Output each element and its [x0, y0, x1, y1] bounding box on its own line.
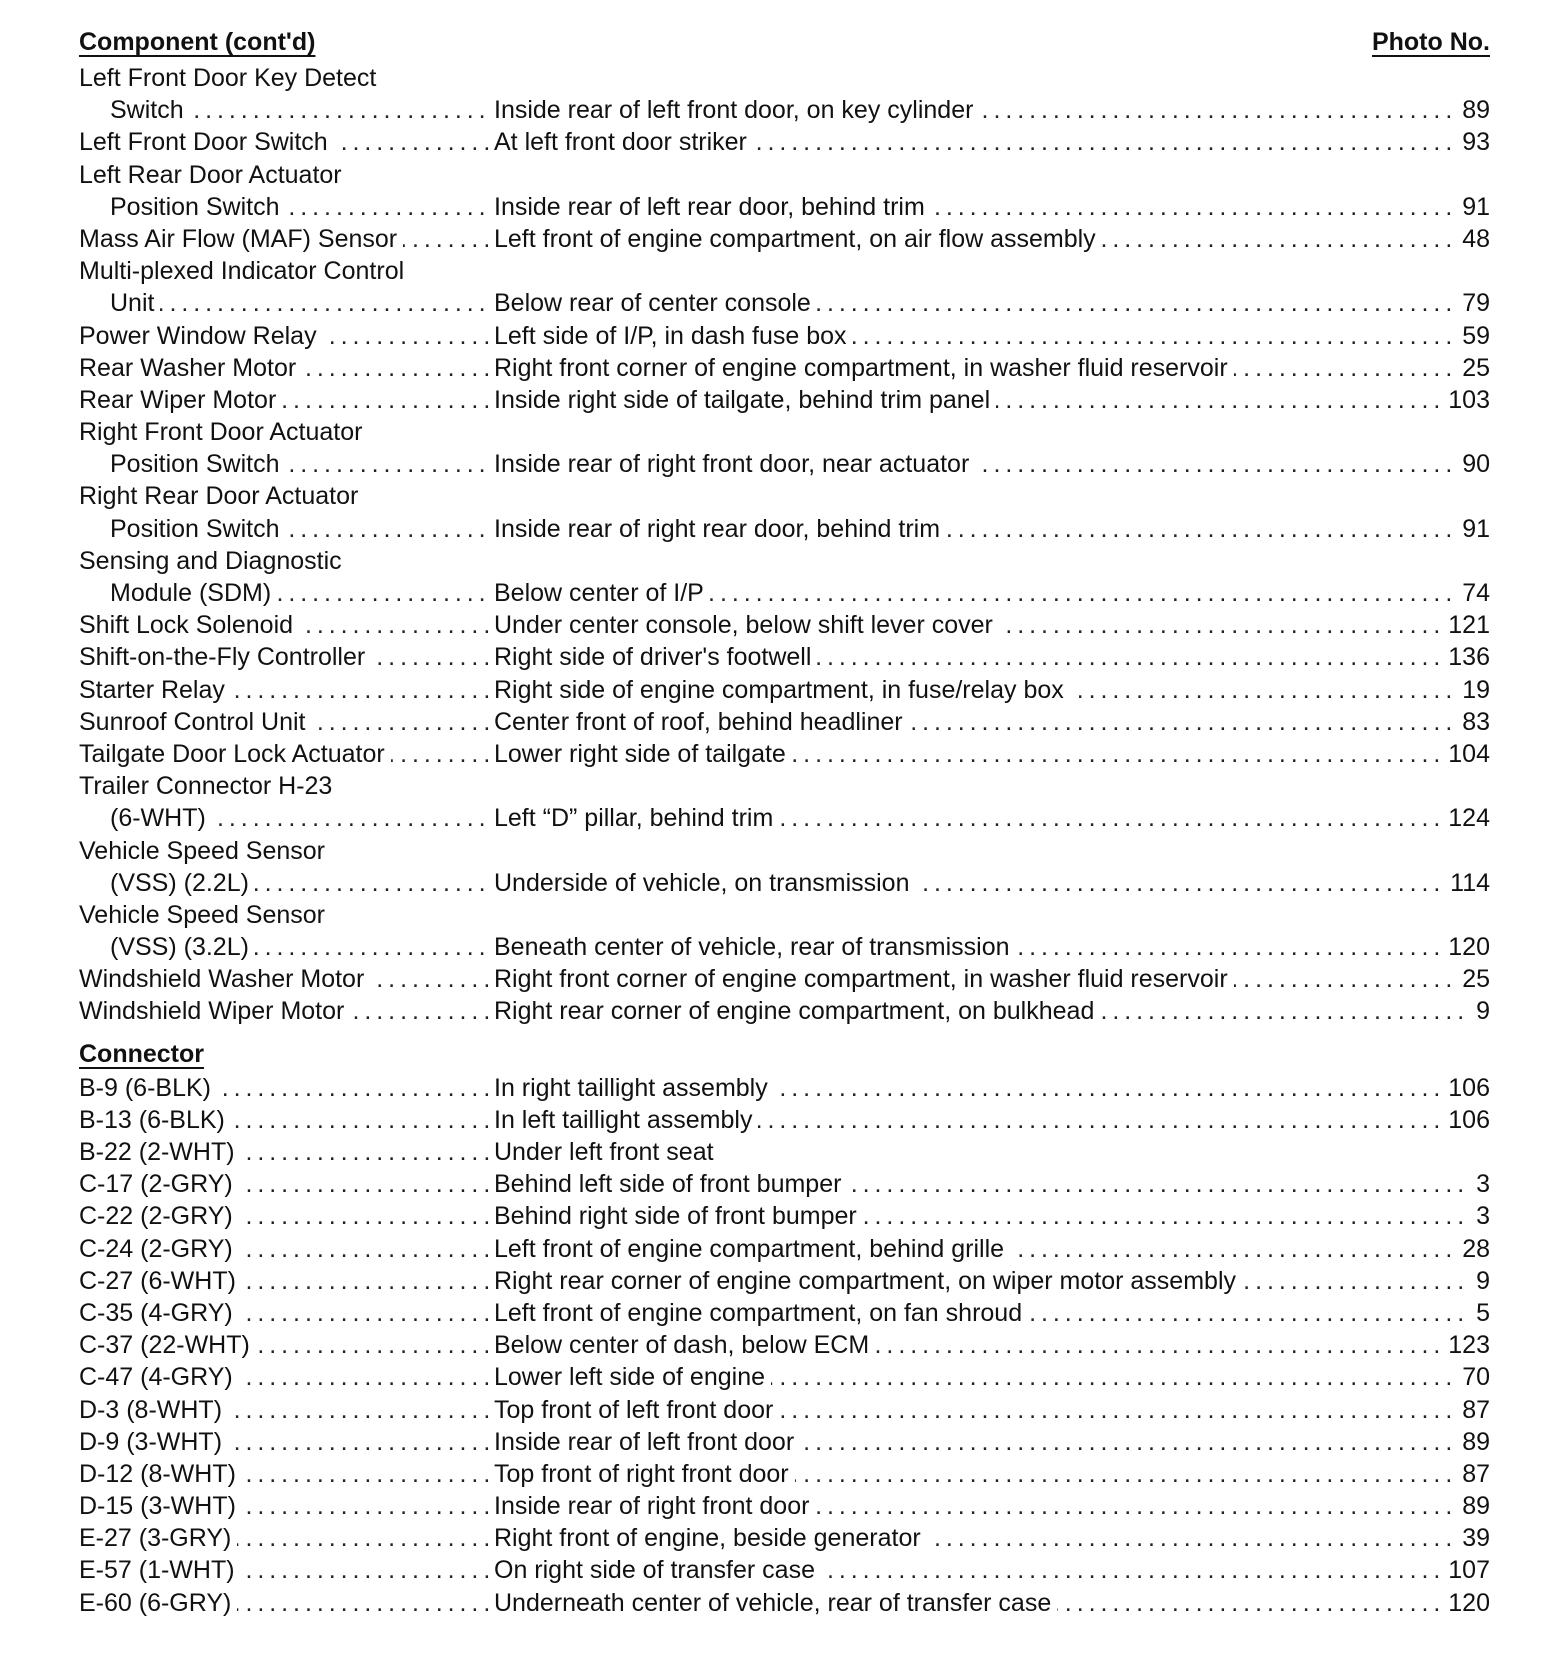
- component-heading: Component (cont'd): [79, 28, 316, 56]
- list-item: [79, 448, 1490, 480]
- photo-number: 39: [1456, 1522, 1490, 1554]
- item-location-cell: [494, 448, 1490, 480]
- item-name-cell: [79, 1426, 489, 1458]
- item-location: Under left front seat: [494, 1138, 720, 1166]
- item-location: Right rear corner of engine compartment, on bulkhead: [494, 997, 1100, 1025]
- item-location: Underside of vehicle, on transmission: [494, 869, 915, 897]
- photo-number: 5: [1470, 1297, 1490, 1329]
- list-item-first-line: [79, 159, 1490, 191]
- list-item: [79, 223, 1490, 255]
- item-location-cell: [494, 1587, 1490, 1619]
- item-location-cell: [494, 706, 1490, 738]
- item-name: D-9 (3-WHT): [79, 1428, 228, 1456]
- photo-number: 87: [1456, 1458, 1490, 1490]
- item-name: C-35 (4-GRY): [79, 1299, 239, 1327]
- photo-number: 59: [1456, 320, 1490, 352]
- item-name: E-60 (6-GRY): [79, 1589, 237, 1617]
- item-name-cell: [79, 1072, 489, 1104]
- list-item-first-line: [79, 416, 1490, 448]
- list-item: [79, 1587, 1490, 1619]
- item-location-cell: [494, 577, 1490, 609]
- list-item: [79, 1200, 1490, 1232]
- item-location-cell: [494, 674, 1490, 706]
- list-item: [79, 1136, 1490, 1168]
- list-item: [79, 674, 1490, 706]
- item-location: Under center console, below shift lever cover: [494, 611, 999, 639]
- connector-section-header: [79, 1028, 1490, 1072]
- item-location: Inside rear of right front door, near actuator: [494, 450, 975, 478]
- photo-number: 9: [1470, 1265, 1490, 1297]
- item-name: Mass Air Flow (MAF) Sensor: [79, 225, 403, 253]
- photo-number: 48: [1456, 223, 1490, 255]
- item-name: Shift-on-the-Fly Controller: [79, 643, 371, 671]
- list-item: [79, 1394, 1490, 1426]
- photo-number: 90: [1456, 448, 1490, 480]
- item-location-cell: [494, 1265, 1490, 1297]
- item-name-cell: [79, 320, 489, 352]
- item-location-cell: [494, 931, 1490, 963]
- item-location-cell: [494, 223, 1490, 255]
- item-location: In right taillight assembly: [494, 1074, 774, 1102]
- item-location: Left front of engine compartment, behind grille: [494, 1235, 1010, 1263]
- item-location: Right front corner of engine compartment, in washer fluid reservoir: [494, 354, 1234, 382]
- photo-number: 79: [1456, 287, 1490, 319]
- item-location: Right side of driver's footwell: [494, 643, 817, 671]
- item-location: Inside rear of right rear door, behind trim: [494, 515, 946, 543]
- item-location: Center front of roof, behind headliner: [494, 708, 909, 736]
- item-location-cell: [494, 1072, 1490, 1104]
- list-item: [79, 1297, 1490, 1329]
- item-name: Switch: [110, 96, 190, 124]
- list-item: [79, 320, 1490, 352]
- list-item: [79, 802, 1490, 834]
- photo-number: 89: [1456, 1490, 1490, 1522]
- item-location: Below rear of center console: [494, 289, 817, 317]
- photo-number: 74: [1456, 577, 1490, 609]
- item-location: In left taillight assembly: [494, 1106, 758, 1134]
- list-item: [79, 738, 1490, 770]
- item-location-cell: [494, 352, 1490, 384]
- item-location: Inside rear of left rear door, behind trim: [494, 193, 931, 221]
- list-item: [79, 191, 1490, 223]
- item-location: Below center of dash, below ECM: [494, 1331, 875, 1359]
- item-name: C-17 (2-GRY): [79, 1170, 239, 1198]
- item-name-cell: [79, 706, 489, 738]
- list-item: [79, 1072, 1490, 1104]
- item-location: Left side of I/P, in dash fuse box: [494, 322, 853, 350]
- item-location-cell: [494, 1522, 1490, 1554]
- item-location-cell: [494, 802, 1490, 834]
- component-name-line1: Vehicle Speed Sensor: [79, 836, 326, 865]
- item-name-cell: [79, 1136, 489, 1168]
- list-item: [79, 1104, 1490, 1136]
- item-location: Lower right side of tailgate: [494, 740, 792, 768]
- item-name-cell: [79, 1265, 489, 1297]
- item-name-cell: [79, 1361, 489, 1393]
- item-name-cell: [79, 995, 489, 1027]
- list-item-first-line: [79, 899, 1490, 931]
- list-item: [79, 94, 1490, 126]
- item-name-cell: [79, 1297, 489, 1329]
- item-location: Right rear corner of engine compartment, on wiper motor assembly: [494, 1267, 1242, 1295]
- list-item: [79, 1265, 1490, 1297]
- photo-number: 9: [1470, 995, 1490, 1027]
- item-name: B-22 (2-WHT): [79, 1138, 241, 1166]
- photo-number: 106: [1442, 1104, 1490, 1136]
- item-location: Below center of I/P: [494, 579, 710, 607]
- list-item: [79, 931, 1490, 963]
- item-location-cell: [494, 384, 1490, 416]
- item-name-cell: [79, 674, 489, 706]
- item-name: B-13 (6-BLK): [79, 1106, 231, 1134]
- item-name: Tailgate Door Lock Actuator: [79, 740, 391, 768]
- item-name: Rear Wiper Motor: [79, 386, 282, 414]
- item-name-cell: [110, 94, 489, 126]
- item-location: Inside rear of left front door: [494, 1428, 800, 1456]
- photo-number: 25: [1456, 963, 1490, 995]
- item-name: C-27 (6-WHT): [79, 1267, 242, 1295]
- item-name: (VSS) (2.2L): [110, 869, 255, 897]
- item-name-cell: [110, 287, 489, 319]
- component-name-line1: Left Rear Door Actuator: [79, 160, 342, 189]
- item-location-cell: [494, 641, 1490, 673]
- photo-number: 3: [1470, 1200, 1490, 1232]
- item-location-cell: [494, 1426, 1490, 1458]
- list-item: [79, 126, 1490, 158]
- list-item: [79, 352, 1490, 384]
- item-location-cell: [494, 513, 1490, 545]
- component-name-line1: Trailer Connector H-23: [79, 772, 333, 801]
- item-location: Right front corner of engine compartment, in washer fluid reservoir: [494, 965, 1234, 993]
- item-name-cell: [110, 191, 489, 223]
- item-name-cell: [79, 1394, 489, 1426]
- photo-number: 124: [1442, 802, 1490, 834]
- photo-number: 3: [1470, 1168, 1490, 1200]
- item-name-cell: [79, 738, 489, 770]
- item-name-cell: [79, 384, 489, 416]
- item-location-cell: [494, 738, 1490, 770]
- photo-number: 28: [1456, 1233, 1490, 1265]
- item-name-cell: [79, 1458, 489, 1490]
- item-name-cell: [79, 223, 489, 255]
- photo-number: 136: [1442, 641, 1490, 673]
- item-name: Left Front Door Switch: [79, 128, 334, 156]
- photo-number: 106: [1442, 1072, 1490, 1104]
- item-name-cell: [110, 931, 489, 963]
- list-item: [79, 1490, 1490, 1522]
- item-location-cell: [494, 320, 1490, 352]
- list-item: [79, 1329, 1490, 1361]
- item-name: E-27 (3-GRY): [79, 1524, 237, 1552]
- item-location: Left front of engine compartment, on air flow assembly: [494, 225, 1102, 253]
- item-name: C-37 (22-WHT): [79, 1331, 256, 1359]
- item-name-cell: [79, 963, 489, 995]
- list-item: [79, 867, 1490, 899]
- item-location-cell: [494, 1168, 1490, 1200]
- item-location: At left front door striker: [494, 128, 753, 156]
- photo-number: 104: [1442, 738, 1490, 770]
- item-name: Power Window Relay: [79, 322, 323, 350]
- photo-number: 107: [1442, 1554, 1490, 1586]
- list-item-first-line: [79, 480, 1490, 512]
- item-location: Right side of engine compartment, in fuse/relay box: [494, 676, 1070, 704]
- component-name-line1: Multi-plexed Indicator Control: [79, 257, 405, 286]
- item-name: B-9 (6-BLK): [79, 1074, 217, 1102]
- item-location: Inside right side of tailgate, behind trim panel: [494, 386, 996, 414]
- list-item: [79, 609, 1490, 641]
- item-name-cell: [110, 802, 489, 834]
- item-name: Windshield Washer Motor: [79, 965, 370, 993]
- photo-number: 114: [1444, 867, 1490, 899]
- connector-list: [79, 1072, 1490, 1619]
- photo-number: 89: [1456, 94, 1490, 126]
- list-item-first-line: [79, 835, 1490, 867]
- item-name: Position Switch: [110, 193, 286, 221]
- photo-number: 91: [1456, 513, 1490, 545]
- item-location-cell: [494, 94, 1490, 126]
- item-location-cell: [494, 609, 1490, 641]
- item-location-cell: [494, 1554, 1490, 1586]
- item-name-cell: [79, 1490, 489, 1522]
- list-item: [79, 1458, 1490, 1490]
- list-item-first-line: [79, 62, 1490, 94]
- item-location: Top front of left front door: [494, 1396, 779, 1424]
- item-name: (6-WHT): [110, 804, 212, 832]
- item-name: D-12 (8-WHT): [79, 1460, 242, 1488]
- photo-number: 121: [1442, 609, 1490, 641]
- list-item-first-line: [79, 255, 1490, 287]
- photo-number: 93: [1456, 126, 1490, 158]
- item-name-cell: [79, 1329, 489, 1361]
- item-location: Underneath center of vehicle, rear of transfer case: [494, 1589, 1057, 1617]
- document-page: [79, 24, 1490, 1619]
- item-name-cell: [79, 1522, 489, 1554]
- photo-number: 70: [1456, 1361, 1490, 1393]
- item-location-cell: [494, 963, 1490, 995]
- item-location: Beneath center of vehicle, rear of transmission: [494, 933, 1016, 961]
- photo-number: 87: [1456, 1394, 1490, 1426]
- item-location: Behind left side of front bumper: [494, 1170, 847, 1198]
- item-name: Position Switch: [110, 450, 286, 478]
- list-item: [79, 641, 1490, 673]
- component-name-line1: Right Front Door Actuator: [79, 418, 363, 447]
- item-location-cell: [494, 126, 1490, 158]
- item-name: C-24 (2-GRY): [79, 1235, 239, 1263]
- item-name: Unit: [110, 289, 160, 317]
- item-location: Behind right side of front bumper: [494, 1202, 863, 1230]
- item-location-cell: [494, 1136, 1490, 1168]
- item-name-cell: [79, 1104, 489, 1136]
- item-location: Top front of right front door: [494, 1460, 795, 1488]
- item-name-cell: [79, 641, 489, 673]
- connector-heading: Connector: [79, 1039, 204, 1068]
- list-item: [79, 577, 1490, 609]
- item-location: Right front of engine, beside generator: [494, 1524, 927, 1552]
- item-name-cell: [79, 126, 489, 158]
- item-location: Inside rear of right front door: [494, 1492, 815, 1520]
- item-location-cell: [494, 1361, 1490, 1393]
- item-name-cell: [79, 1587, 489, 1619]
- item-name: E-57 (1-WHT): [79, 1556, 241, 1584]
- photo-number: 19: [1456, 674, 1490, 706]
- list-item-first-line: [79, 545, 1490, 577]
- item-location-cell: [494, 287, 1490, 319]
- item-location-cell: [494, 867, 1490, 899]
- item-location-cell: [494, 1394, 1490, 1426]
- item-name-cell: [79, 1168, 489, 1200]
- item-name: Shift Lock Solenoid: [79, 611, 299, 639]
- photo-number-heading: Photo No.: [1371, 28, 1490, 56]
- item-name: Windshield Wiper Motor: [79, 997, 350, 1025]
- photo-number: 83: [1456, 706, 1490, 738]
- item-location-cell: [494, 1297, 1490, 1329]
- list-item: [79, 1233, 1490, 1265]
- item-name: Rear Washer Motor: [79, 354, 302, 382]
- list-item: [79, 995, 1490, 1027]
- list-item: [79, 1554, 1490, 1586]
- list-item-first-line: [79, 770, 1490, 802]
- item-location-cell: [494, 1104, 1490, 1136]
- item-name-cell: [110, 448, 489, 480]
- item-name: Starter Relay: [79, 676, 231, 704]
- list-item: [79, 1168, 1490, 1200]
- photo-number: 89: [1456, 1426, 1490, 1458]
- item-name-cell: [79, 1200, 489, 1232]
- photo-number: 120: [1442, 1587, 1490, 1619]
- component-name-line1: Sensing and Diagnostic: [79, 546, 342, 575]
- list-item: [79, 1361, 1490, 1393]
- item-name: Position Switch: [110, 515, 286, 543]
- item-location-cell: [494, 191, 1490, 223]
- item-name: Sunroof Control Unit: [79, 708, 312, 736]
- item-location-cell: [494, 995, 1490, 1027]
- item-name: D-3 (8-WHT): [79, 1396, 228, 1424]
- item-name-cell: [110, 577, 489, 609]
- item-name: (VSS) (3.2L): [110, 933, 255, 961]
- list-item: [79, 963, 1490, 995]
- list-item: [79, 513, 1490, 545]
- item-name-cell: [79, 1554, 489, 1586]
- component-name-line1: Left Front Door Key Detect: [79, 64, 377, 92]
- item-location: On right side of transfer case: [494, 1556, 821, 1584]
- component-list: [79, 62, 1490, 1028]
- item-name: Module (SDM): [110, 579, 277, 607]
- item-location-cell: [494, 1490, 1490, 1522]
- item-location-cell: [494, 1329, 1490, 1361]
- item-name-cell: [79, 609, 489, 641]
- item-location-cell: [494, 1233, 1490, 1265]
- photo-number: 91: [1456, 191, 1490, 223]
- list-item: [79, 706, 1490, 738]
- photo-number: 25: [1456, 352, 1490, 384]
- item-name-cell: [79, 352, 489, 384]
- component-name-line1: Vehicle Speed Sensor: [79, 900, 326, 929]
- photo-number: 103: [1442, 384, 1490, 416]
- list-item: [79, 287, 1490, 319]
- item-name: C-47 (4-GRY): [79, 1363, 239, 1391]
- item-name: D-15 (3-WHT): [79, 1492, 242, 1520]
- item-name-cell: [110, 513, 489, 545]
- photo-number: 120: [1442, 931, 1490, 963]
- item-location-cell: [494, 1458, 1490, 1490]
- item-name: C-22 (2-GRY): [79, 1202, 239, 1230]
- item-location: Left “D” pillar, behind trim: [494, 804, 779, 832]
- item-location: Lower left side of engine: [494, 1363, 771, 1391]
- photo-number: 123: [1442, 1329, 1490, 1361]
- item-location: Inside rear of left front door, on key cylinder: [494, 96, 979, 124]
- list-item: [79, 1426, 1490, 1458]
- item-name-cell: [79, 1233, 489, 1265]
- item-location-cell: [494, 1200, 1490, 1232]
- header-row: [79, 24, 1490, 62]
- item-location: Left front of engine compartment, on fan shroud: [494, 1299, 1028, 1327]
- list-item: [79, 384, 1490, 416]
- list-item: [79, 1522, 1490, 1554]
- item-name-cell: [110, 867, 489, 899]
- component-name-line1: Right Rear Door Actuator: [79, 482, 359, 511]
